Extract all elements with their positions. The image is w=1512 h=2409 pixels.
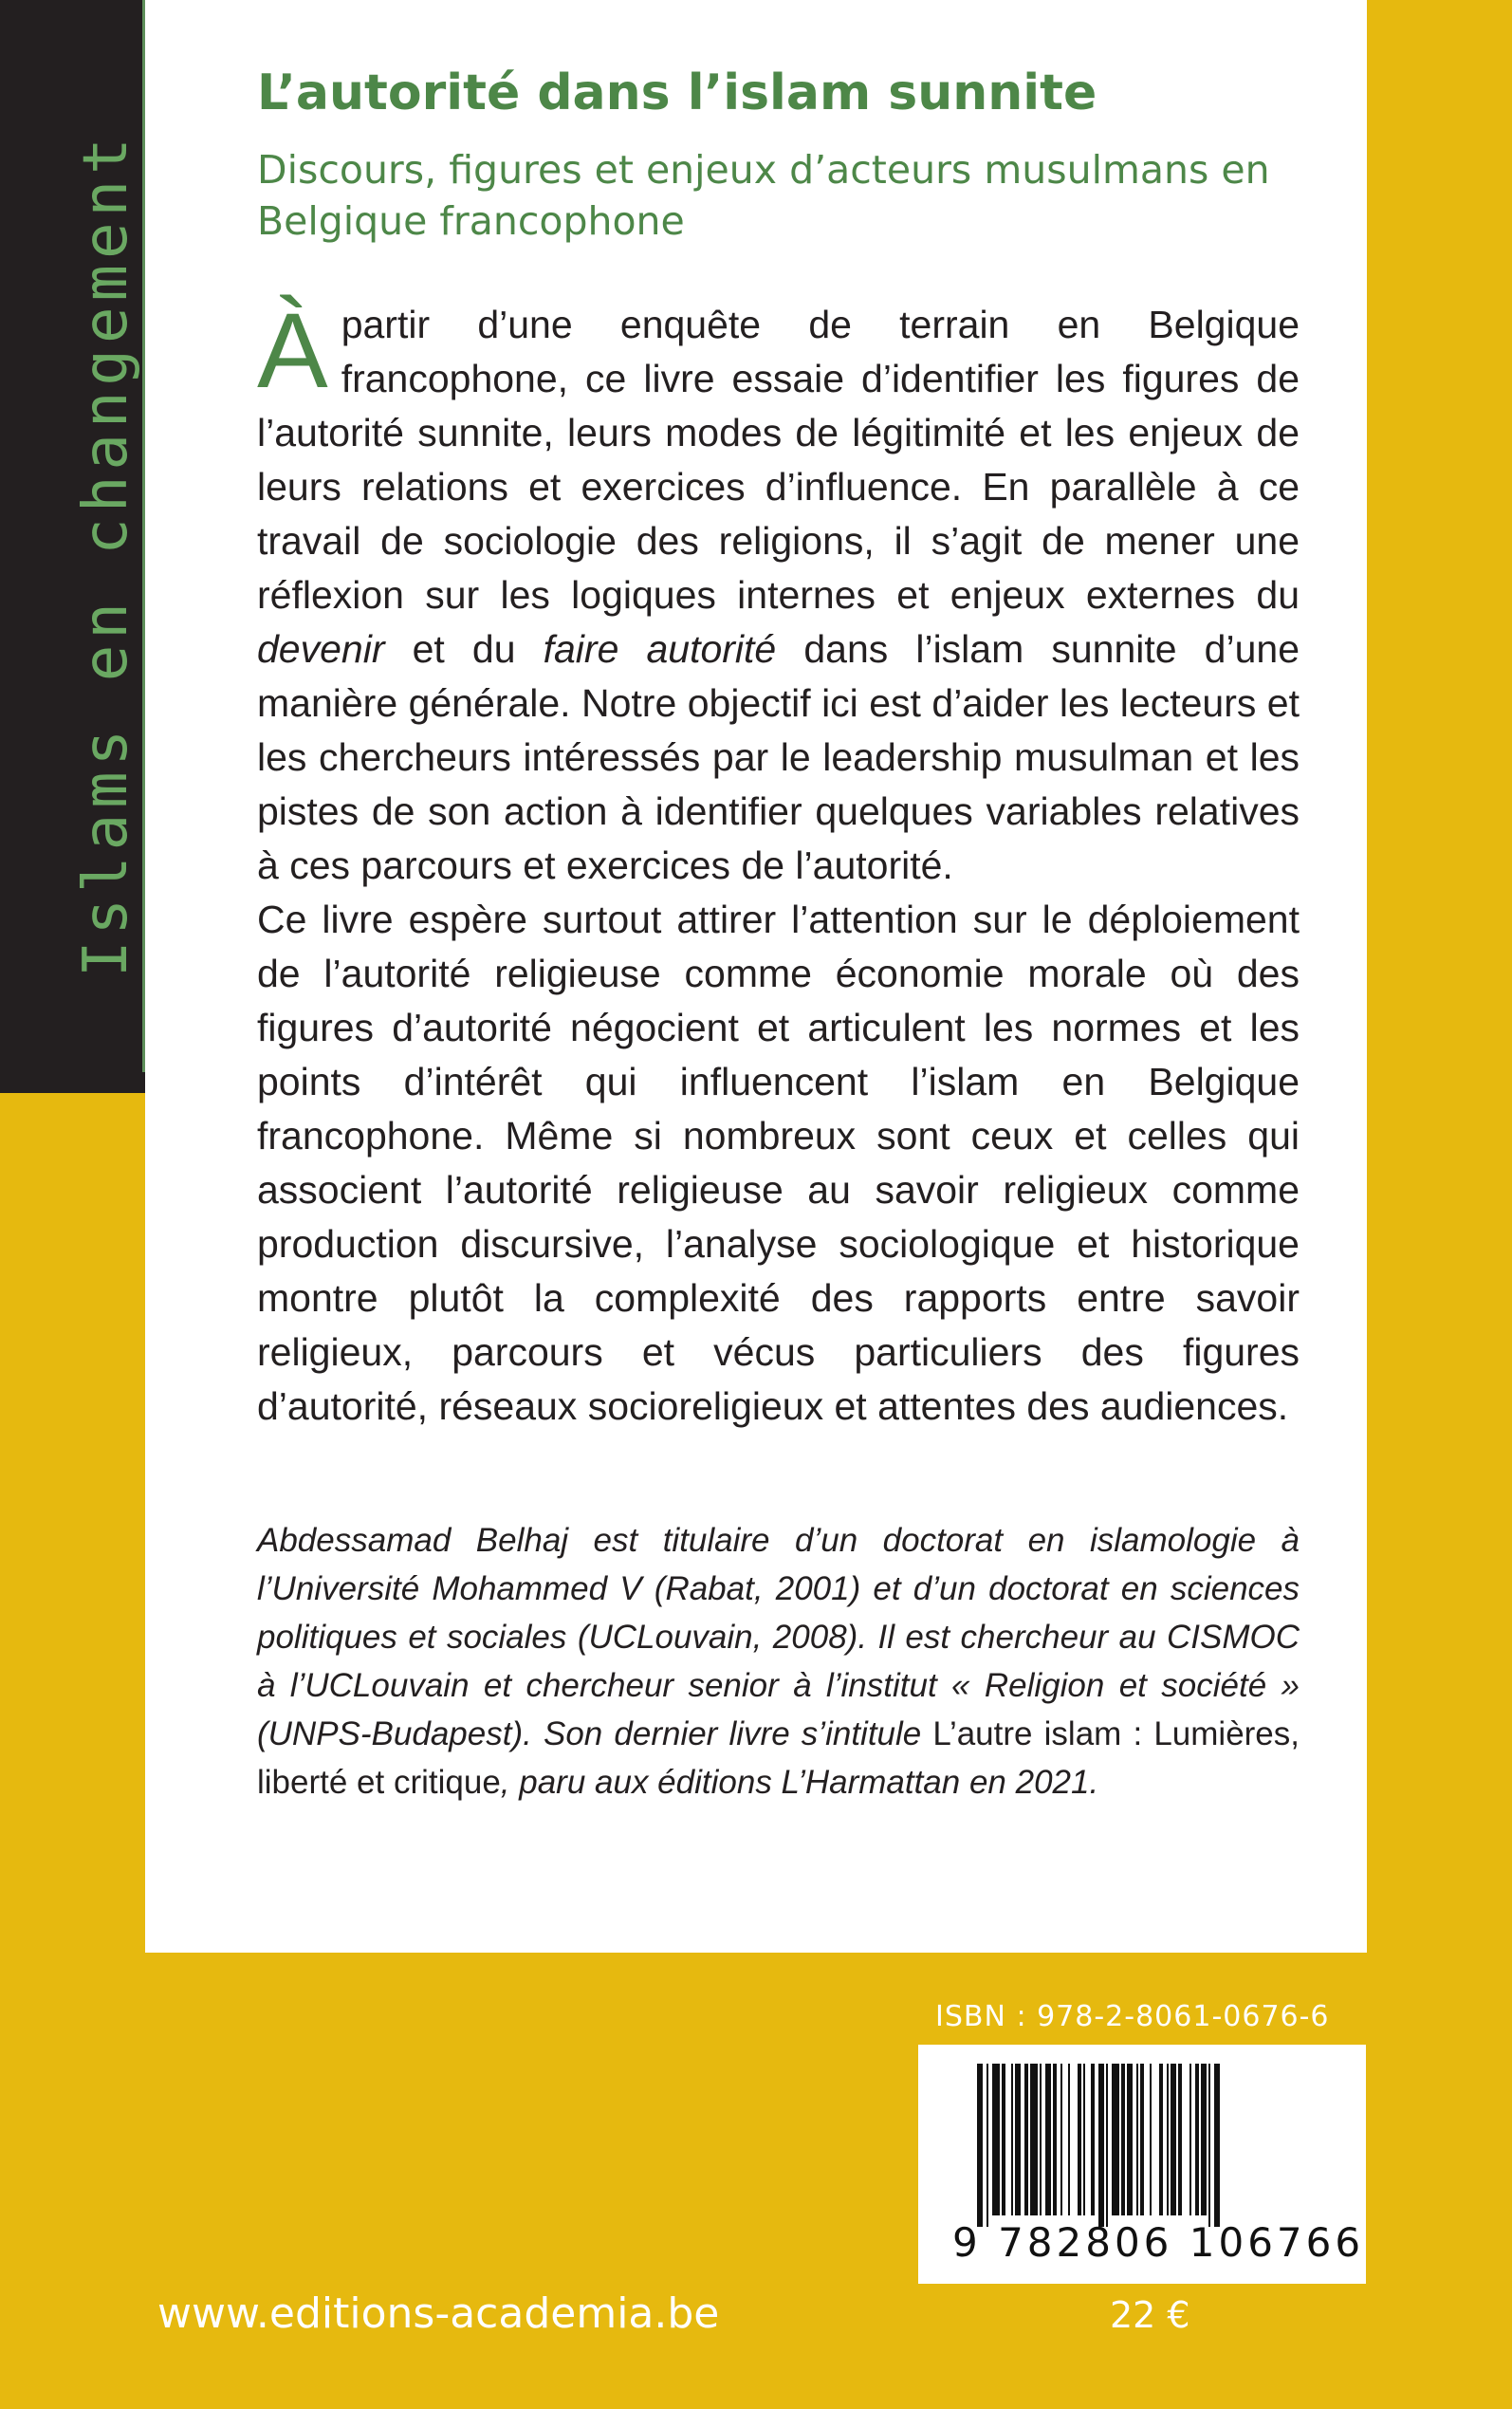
bio-book-title: L’autre islam : Lumières, liberté et critique (257, 1715, 1300, 1801)
barcode-number: 9 782806 106766 (952, 2219, 1365, 2266)
barcode-bar (1121, 2064, 1125, 2215)
blurb-paragraph-2: Ce livre espère surtout attirer l’attention sur le déploiement de l’autorité religieuse comme économie morale où des figures d’autorité négocient et articulent les normes et les points d’intérêt qui influencent l’islam en Belgique francophone. Même si nombreux sont ceux et celles qui associent l’autorité religieuse au savoir religieux comme production discursive, l’analyse sociologique et historique montre plutôt la complexité des rapports entre savoir religieux, parcours et vécus particuliers des figures d’autorité, réseaux socioreligieux et attentes des audiences. (257, 898, 1300, 1428)
barcode-bar (1195, 2064, 1199, 2215)
barcode-bar (1159, 2064, 1163, 2215)
barcode-bar (1091, 2064, 1095, 2215)
barcode-bar (1208, 2064, 1210, 2227)
barcode-bar (1024, 2064, 1028, 2215)
barcode (918, 2045, 1366, 2284)
barcode-bar (1189, 2064, 1191, 2215)
barcode-bar (1078, 2064, 1081, 2215)
barcode-bar (1002, 2064, 1005, 2215)
barcode-bar (1167, 2064, 1169, 2215)
bio-text-1: Abdessamad Belhaj est titulaire d’un doctorat en islamologie à l’Université Mohammed V (Rabat, 2001) et d’un doctorat en sciences politiques et sociales (UCLouvain, 2008). Il est chercheur au CISMOC à l’UCLouvain et chercheur senior à l’institut « Religion et société » (UNPS-Budapest). Son dernier livre s’intitule (257, 1522, 1300, 1752)
barcode-bar (1136, 2064, 1138, 2215)
barcode-bar (992, 2064, 1000, 2215)
blurb-paragraph-1 (257, 291, 1300, 893)
barcode-bar (1178, 2064, 1182, 2215)
price-label: 22 € (1110, 2294, 1190, 2336)
barcode-bar (1214, 2064, 1220, 2227)
barcode-bar (1171, 2064, 1176, 2215)
blurb-emphasis-faire-autorite: faire autorité (543, 627, 777, 671)
barcode-bar (977, 2064, 983, 2227)
blurb-text-3: dans l’islam sunnite d’une manière générale. Notre objectif ici est d’aider les lecteurs et les chercheurs intéressés par le leadership musulman et les pistes de son action à identifier quelques variables relatives à ces parcours et exercices de l’autorité. (257, 627, 1300, 887)
publisher-website[interactable]: www.editions-academia.be (157, 2289, 720, 2338)
blurb-text-1: partir d’une enquête de terrain en Belgique francophone, ce livre essaie d’identifier les figures de l’autorité sunnite, leurs modes de légitimité et les enjeux de leurs relations et exercices d’influence. En parallèle à ce travail de sociologie des religions, il s’agit de mener une réflexion sur les logiques internes et enjeux externes du (257, 303, 1300, 617)
barcode-bar (1098, 2064, 1104, 2227)
blurb (257, 291, 1300, 1434)
barcode-bar (1083, 2064, 1085, 2215)
bio-text-2: , paru aux éditions L’Harmattan en 2021. (500, 1764, 1099, 1801)
barcode-bar (1106, 2064, 1108, 2227)
book-title: L’autorité dans l’islam sunnite (257, 65, 1097, 121)
barcode-bar (1068, 2064, 1070, 2215)
blurb-text-2: et du (384, 627, 544, 671)
blurb-emphasis-devenir: devenir (257, 627, 385, 671)
barcode-bar (1140, 2064, 1144, 2215)
book-subtitle: Discours, figures et enjeux d’acteurs musulmans en Belgique francophone (257, 147, 1270, 244)
isbn-label: ISBN : 978-2-8061-0676-6 (935, 2000, 1330, 2033)
barcode-bar (1030, 2064, 1038, 2215)
author-bio (257, 1516, 1300, 1807)
barcode-bar (1015, 2064, 1021, 2215)
barcode-bar (1040, 2064, 1042, 2215)
barcode-bar (986, 2064, 988, 2227)
barcode-bar (1127, 2064, 1133, 2215)
drop-cap: À (257, 291, 328, 410)
barcode-bar (1150, 2064, 1152, 2215)
barcode-bar (1053, 2064, 1057, 2215)
barcode-bar (1045, 2064, 1051, 2215)
barcode-bar (1201, 2064, 1207, 2215)
barcode-bar (1011, 2064, 1013, 2215)
barcode-bar (1060, 2064, 1062, 2215)
barcode-bar (1112, 2064, 1119, 2215)
series-title: Islams en changement (71, 132, 141, 977)
